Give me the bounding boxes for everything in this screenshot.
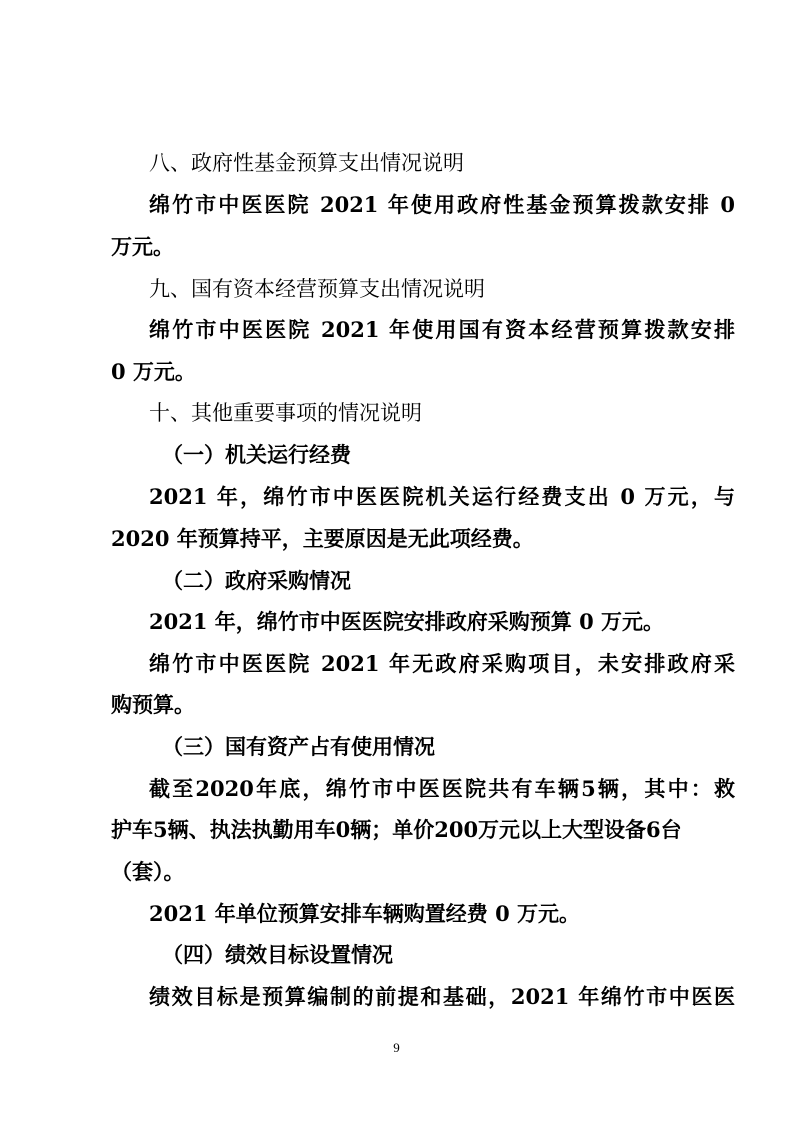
section-10-heading: 十、其他重要事项的情况说明 (149, 401, 422, 425)
section-9-heading: 九、国有资本经营预算支出情况说明 (149, 277, 485, 301)
section-8-paragraph-line-1: 绵竹市中医医院 2021 年使用政府性基金预算拨款安排 0 (149, 192, 735, 217)
subsection-3-paragraph-1-line-3: （套）。 (111, 859, 185, 884)
subsection-4-paragraph-line-1: 绩效目标是预算编制的前提和基础，2021 年绵竹市中医医 (149, 984, 735, 1009)
subsection-3-paragraph-2: 2021 年单位预算安排车辆购置经费 0 万元。 (149, 901, 580, 926)
subsection-1-paragraph-line-2: 2020 年预算持平，主要原因是无此项经费。 (111, 526, 534, 551)
section-9-paragraph-line-1: 绵竹市中医医院 2021 年使用国有资本经营预算拨款安排 (149, 317, 735, 342)
subsection-3-paragraph-1-line-2: 护车5辆、执法执勤用车0辆；单价200万元以上大型设备6台 (111, 817, 682, 842)
subsection-3-heading: （三）国有资产占有使用情况 (162, 734, 435, 759)
section-8-paragraph-line-2: 万元。 (111, 234, 174, 259)
subsection-2-paragraph-2-line-2: 购预算。 (111, 692, 195, 717)
subsection-4-heading: （四）绩效目标设置情况 (162, 942, 393, 967)
subsection-3-paragraph-1-line-1: 截至2020年底，绵竹市中医医院共有车辆5辆，其中：救 (149, 776, 735, 801)
section-8-heading: 八、政府性基金预算支出情况说明 (149, 151, 464, 175)
subsection-2-paragraph-1: 2021 年，绵竹市中医医院安排政府采购预算 0 万元。 (149, 609, 664, 634)
subsection-1-paragraph-line-1: 2021 年，绵竹市中医医院机关运行经费支出 0 万元，与 (149, 484, 735, 509)
page-number: 9 (393, 1040, 400, 1055)
subsection-2-heading: （二）政府采购情况 (162, 568, 351, 593)
subsection-1-heading: （一）机关运行经费 (162, 442, 351, 467)
section-9-paragraph-line-2: 0 万元。 (111, 359, 196, 384)
subsection-2-paragraph-2-line-1: 绵竹市中医医院 2021 年无政府采购项目，未安排政府采 (149, 651, 735, 676)
